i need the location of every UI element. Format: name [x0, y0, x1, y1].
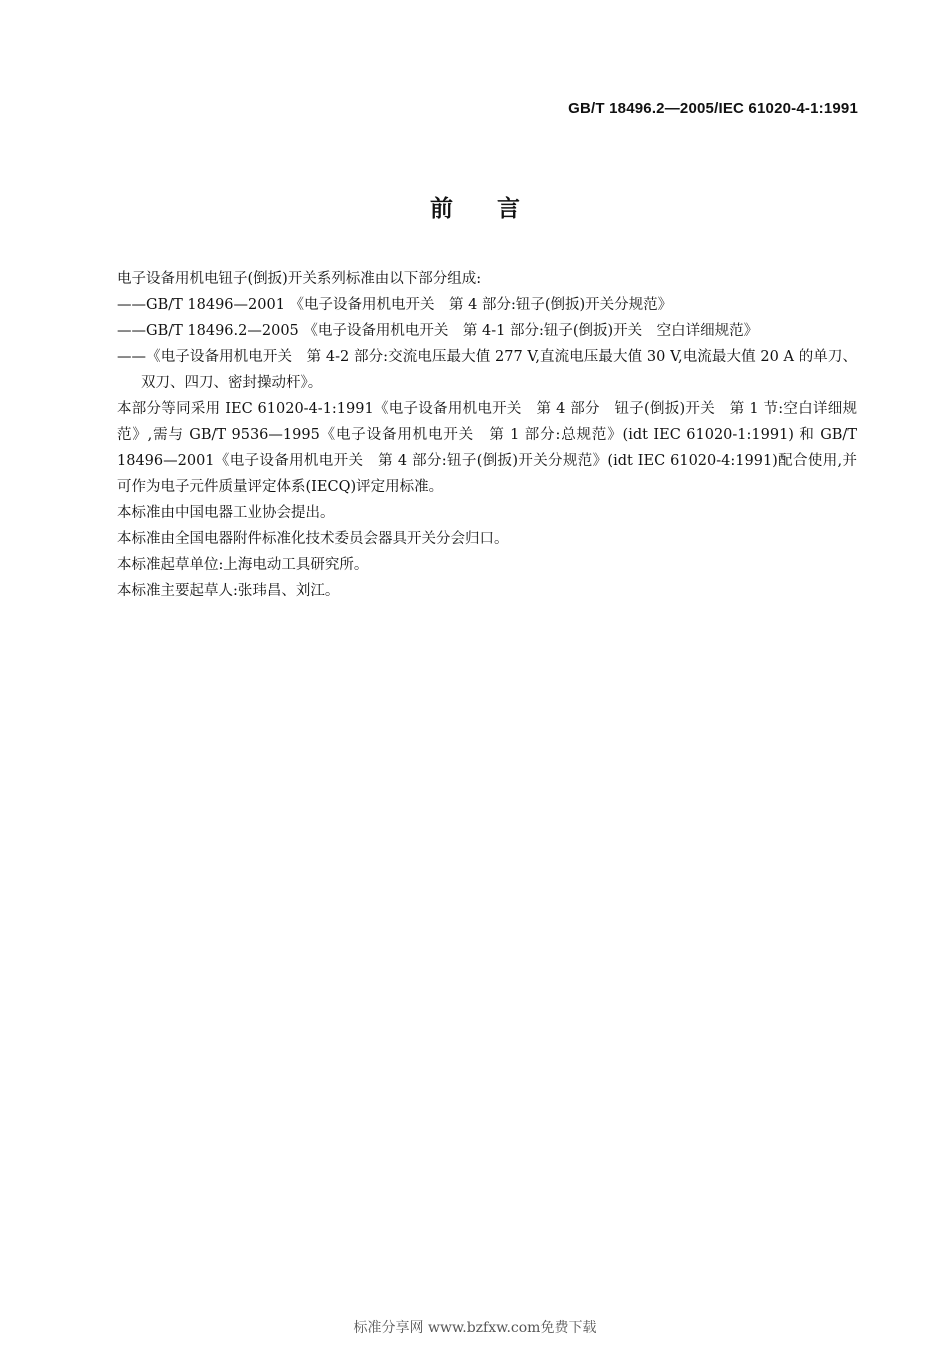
proposed-by-paragraph: 本标准由中国电器工业协会提出。 — [117, 505, 335, 521]
drafters-paragraph: 本标准主要起草人:张玮昌、刘江。 — [117, 583, 340, 599]
drafting-unit-paragraph: 本标准起草单位:上海电动工具研究所。 — [117, 557, 369, 573]
managed-by-paragraph: 本标准由全国电器附件标准化技术委员会器具开关分会归口。 — [117, 531, 509, 547]
part-list-item: ——GB/T 18496—2001 《电子设备用机电开关 第 4 部分:钮子(倒扳)开关分规范》 — [117, 297, 673, 313]
page-title: 前言 — [430, 196, 564, 222]
part-list-item: ——GB/T 18496.2—2005 《电子设备用机电开关 第 4-1 部分:钮子(倒扳)开关 空白详细规范》 — [117, 323, 759, 339]
intro-paragraph: 电子设备用机电钮子(倒扳)开关系列标准由以下部分组成: — [117, 271, 482, 287]
adoption-paragraph: 本部分等同采用 IEC 61020-4-1:1991《电子设备用机电开关 第 4 部分 钮子(倒扳)开关 第 1 节:空白详细规范》,需与 GB/T 9536—1995《电子设备用机电开关 第 1 部分:总规范》(idt IEC 61020-1:1991) 和 GB/T 18496—2001《电子设备用机电开关 第 4 部分:钮子(倒扳)开关分规范》(idt IEC 61020-4:1991)配合使用,并可作为电子元件质量评定体系(IECQ)评定用标准。 — [117, 401, 857, 495]
footer-watermark-text: 标准分享网 www.bzfxw.com免费下载 — [353, 1320, 597, 1336]
part-list-item: ——《电子设备用机电开关 第 4-2 部分:交流电压最大值 277 V,直流电压最大值 30 V,电流最大值 20 A 的单刀、双刀、四刀、密封操动杆》。 — [117, 349, 857, 391]
standard-code-header: GB/T 18496.2—2005/IEC 61020-4-1:1991 — [568, 100, 858, 117]
foreword-body — [117, 266, 857, 604]
